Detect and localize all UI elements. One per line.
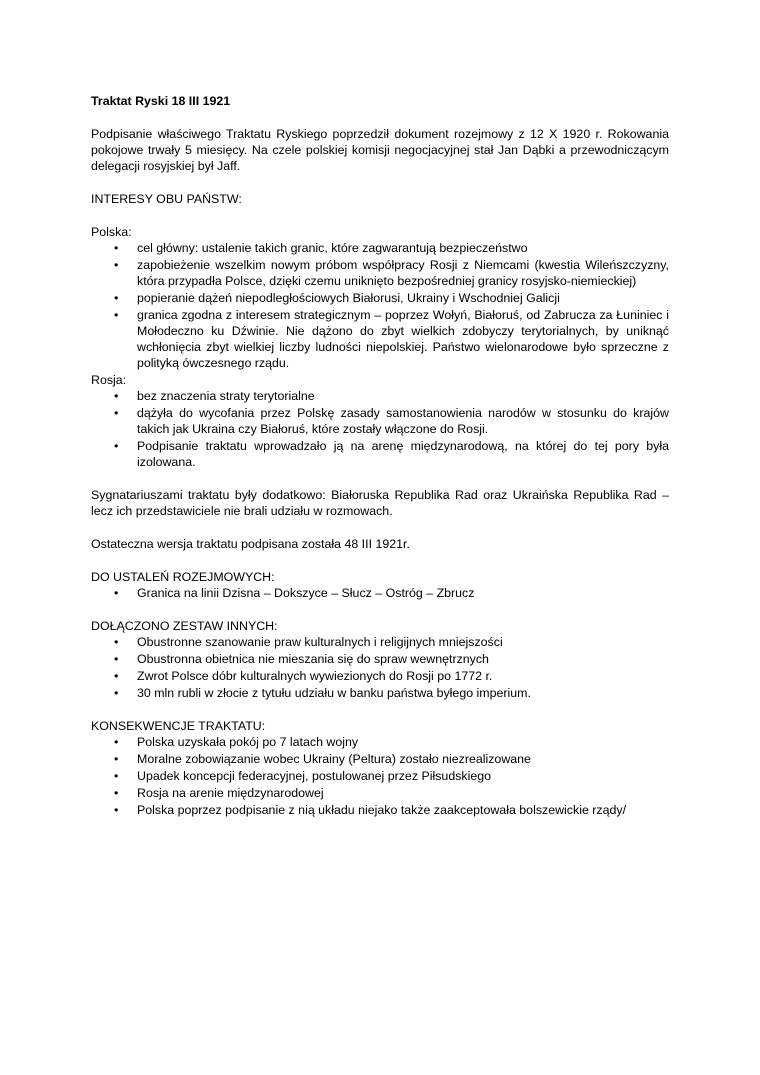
list-item: • Granica na linii Dzisna – Dokszyce – Słucz – Ostróg – Zbrucz (91, 585, 669, 601)
poland-list (91, 240, 669, 371)
armistice-list (91, 585, 669, 601)
document-title: Traktat Ryski 18 III 1921 (91, 94, 231, 108)
list-item: • bez znaczenia straty terytorialne (91, 388, 669, 404)
list-item: • Moralne zobowiązanie wobec Ukrainy (Peltura) zostało niezrealizowane (91, 751, 669, 767)
list-item: • Polska poprzez podpisanie z nią układu niejako także zaakceptowała bolszewickie rządy/ (91, 802, 669, 818)
signatories-paragraph: Sygnatariuszami traktatu były dodatkowo: Białoruska Republika Rad oraz Ukraińska Republika Rad – lecz ich przedstawiciele nie brali udziału w rozmowach. (91, 488, 669, 518)
list-item: • dążyła do wycofania przez Polskę zasady samostanowienia narodów w stosunku do krajów takich jak Ukraina czy Białoruś, które zostały włączone do Rosji. (91, 405, 669, 437)
list-item: • Upadek koncepcji federacyjnej, postulowanej przez Piłsudskiego (91, 768, 669, 784)
armistice-heading: DO USTALEŃ ROZEJMOWYCH: (91, 570, 275, 584)
list-item: • Podpisanie traktatu wprowadzało ją na arenę międzynarodową, na której do tej pory była izolowana. (91, 438, 669, 470)
list-item: • cel główny: ustalenie takich granic, które zagwarantują bezpieczeństwo (91, 240, 669, 256)
consequences-heading: KONSEKWENCJE TRAKTATU: (91, 719, 266, 733)
list-item: • Obustronne szanowanie praw kulturalnych i religijnych mniejszości (91, 634, 669, 650)
consequences-list (91, 734, 669, 818)
poland-label: Polska: (91, 225, 132, 239)
list-item: • 30 mln rubli w złocie z tytułu udziału w banku państwa byłego imperium. (91, 685, 669, 701)
interests-heading: INTERESY OBU PAŃSTW: (91, 192, 242, 206)
list-item: • granica zgodna z interesem strategicznym – poprzez Wołyń, Białoruś, od Zabrucza za Łuniniec i Mołodeczno ku Dźwinie. Nie dążono do zbyt wielkich zdobyczy terytorialnych, by uniknąć wchłonięcia zbyt wielkiej liczby ludności niepolskiej. Państwo wielonarodowe było sprzeczne z polityką ówczesnego rządu. (91, 307, 669, 371)
attached-heading: DOŁĄCZONO ZESTAW INNYCH: (91, 619, 278, 633)
list-item: • Obustronna obietnica nie mieszania się do spraw wewnętrznych (91, 651, 669, 667)
russia-label: Rosja: (91, 373, 127, 387)
russia-list (91, 388, 669, 470)
list-item: • popieranie dążeń niepodległościowych Białorusi, Ukrainy i Wschodniej Galicji (91, 290, 669, 306)
list-item: • zapobieżenie wszelkim nowym próbom współpracy Rosji z Niemcami (kwestia Wileńszczyzny, która przypadła Polsce, dzięki czemu uniknięto bezpośredniej granicy rosyjsko-niemieckiej) (91, 257, 669, 289)
attached-list (91, 634, 669, 701)
list-item: • Polska uzyskała pokój po 7 latach wojny (91, 734, 669, 750)
document-body (91, 93, 669, 819)
list-item: • Rosja na arenie międzynarodowej (91, 785, 669, 801)
intro-paragraph: Podpisanie właściwego Traktatu Ryskiego poprzedził dokument rozejmowy z 12 X 1920 r. Rokowania pokojowe trwały 5 miesięcy. Na czele polskiej komisji negocjacyjnej stał Jan Dąbki a przewodniczącym delegacji rosyjskiej był Jaff. (91, 127, 669, 173)
final-version-paragraph: Ostateczna wersja traktatu podpisana została 48 III 1921r. (91, 537, 410, 551)
list-item: • Zwrot Polsce dóbr kulturalnych wywiezionych do Rosji po 1772 r. (91, 668, 669, 684)
